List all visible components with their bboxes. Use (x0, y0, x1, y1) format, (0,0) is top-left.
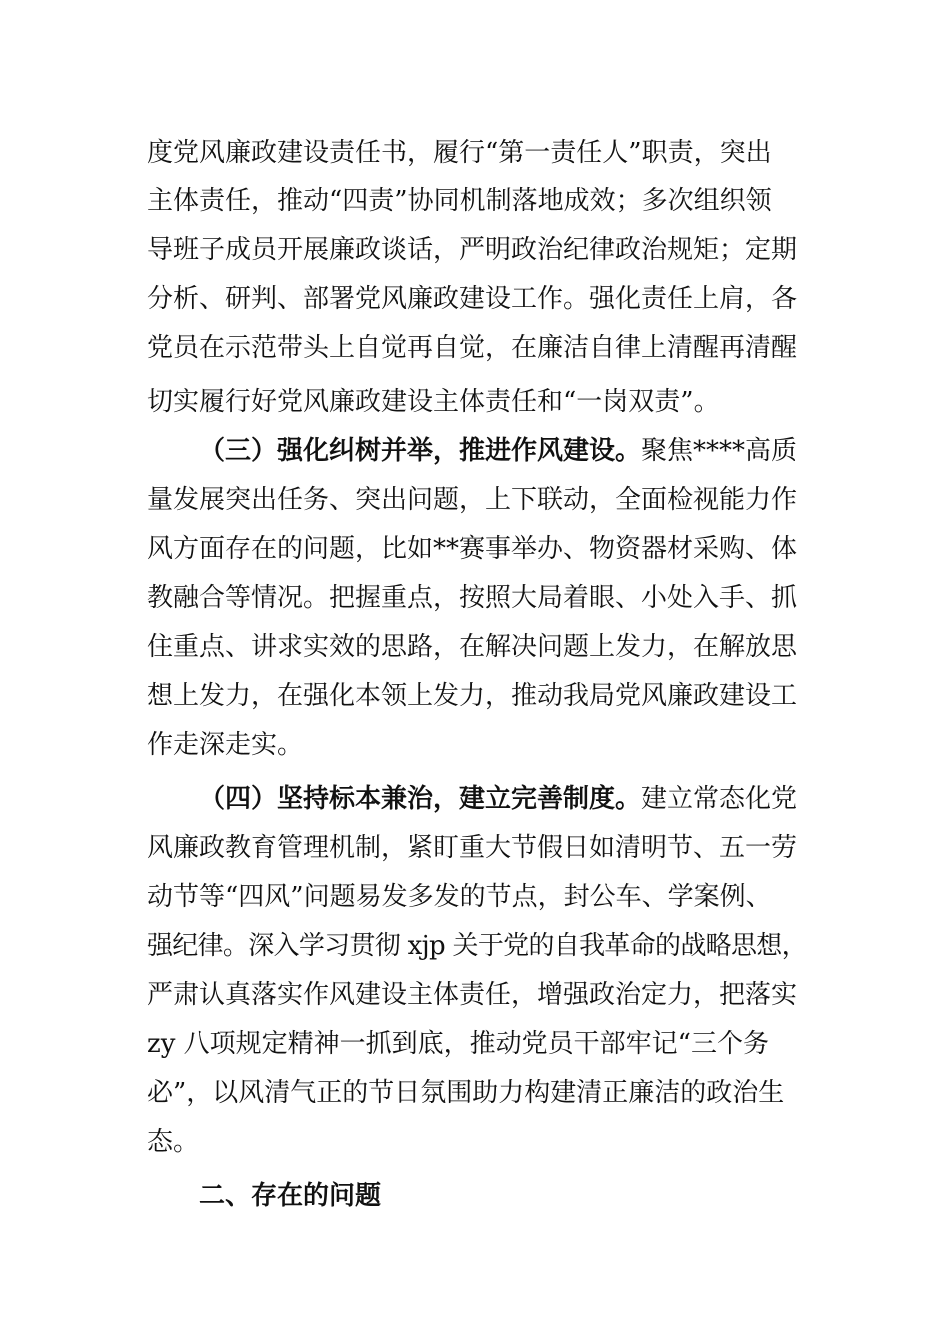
paragraph-line: 度党风廉政建设责任书，履行“第一责任人”职责，突出 (147, 138, 772, 168)
paragraph-line: 态。 (147, 1127, 200, 1157)
subsection-heading: （四）坚持标本兼治，建立完善制度。 (199, 784, 642, 814)
paragraph-line: 导班子成员开展廉政谈话，严明政治纪律政治规矩；定期 (147, 235, 798, 265)
paragraph-text: 建立常态化党 (641, 784, 798, 814)
paragraph-line: 想上发力，在强化本领上发力，推动我局党风廉政建设工 (147, 681, 798, 711)
paragraph-line: 风方面存在的问题，比如**赛事举办、物资器材采购、体 (147, 534, 798, 564)
paragraph-line: 作走深走实。 (147, 730, 304, 760)
paragraph-line: 量发展突出任务、突出问题，上下联动，全面检视能力作 (147, 485, 798, 515)
paragraph-line: zy 八项规定精神一抓到底，推动党员干部牢记“三个务 (147, 1029, 769, 1059)
paragraph-line: 住重点、讲求实效的思路，在解决问题上发力，在解放思 (147, 632, 798, 662)
paragraph-line: 严肃认真落实作风建设主体责任，增强政治定力，把落实 (147, 980, 798, 1010)
paragraph-line: 必”，以风清气正的节日氛围助力构建清正廉洁的政治生 (147, 1078, 785, 1108)
paragraph-line: 强纪律。深入学习贯彻 xjp 关于党的自我革命的战略思想， (147, 931, 807, 961)
paragraph-line: 教融合等情况。把握重点，按照大局着眼、小处入手、抓 (147, 583, 798, 613)
paragraph-line: 风廉政教育管理机制，紧盯重大节假日如清明节、五一劳 (147, 833, 798, 863)
paragraph-line: 分析、研判、部署党风廉政建设工作。强化责任上肩，各 (147, 284, 798, 314)
paragraph-line: 切实履行好党风廉政建设主体责任和“一岗双责”。 (147, 387, 720, 417)
section-heading: 二、存在的问题 (199, 1181, 382, 1211)
paragraph-first-line (199, 783, 807, 815)
paragraph-line: 主体责任，推动“四责”协同机制落地成效；多次组织领 (147, 186, 772, 216)
paragraph-text: 聚焦****高质 (641, 436, 798, 466)
subsection-heading: （三）强化纠树并举，推进作风建设。 (199, 436, 642, 466)
paragraph-line: 党员在示范带头上自觉再自觉，在廉洁自律上清醒再清醒 (147, 333, 798, 363)
paragraph-line: 动节等“四风”问题易发多发的节点，封公车、学案例、 (147, 882, 772, 912)
paragraph-first-line (199, 435, 807, 467)
